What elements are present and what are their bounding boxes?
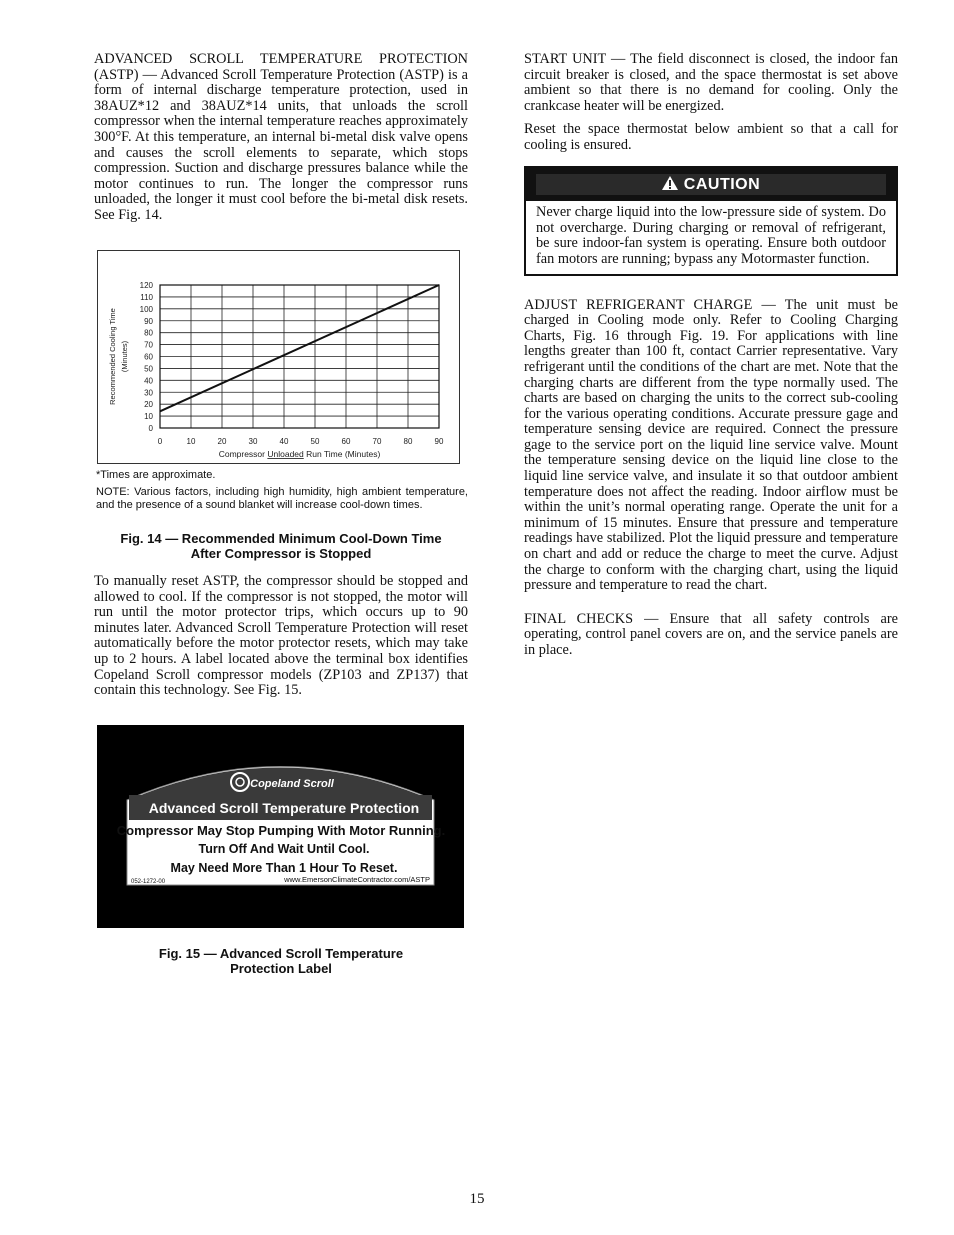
final-checks-paragraph: FINAL CHECKS — Ensure that all safety controls are operating, control panel covers are on, and the service panels are in place. bbox=[524, 610, 898, 658]
x-axis-label: Compressor Unloaded Run Time (Minutes) bbox=[218, 448, 381, 459]
page-number: 15 bbox=[469, 1191, 485, 1207]
x-tick-label: 50 bbox=[310, 436, 320, 446]
reset-thermostat-paragraph: Reset the space thermostat below ambient so that a call for cooling is ensured. bbox=[524, 121, 898, 153]
fig14-caption bbox=[94, 531, 468, 561]
caution-header bbox=[526, 168, 896, 202]
astp-label-graphic bbox=[97, 725, 464, 928]
x-tick-label: 30 bbox=[248, 436, 258, 446]
fig15-caption-line2: Protection Label bbox=[230, 960, 332, 976]
y-tick-label: 10 bbox=[144, 411, 153, 421]
y-tick-label: 50 bbox=[144, 363, 153, 373]
label-brand: Copeland Scroll bbox=[250, 777, 334, 790]
cooldown-chart bbox=[98, 251, 459, 463]
y-axis-label-line2: (Minutes) bbox=[120, 340, 129, 372]
label-line1: Compressor May Stop Pumping With Motor Running. bbox=[116, 822, 446, 838]
y-tick-label: 60 bbox=[144, 352, 153, 362]
fig15-caption bbox=[94, 946, 468, 976]
caution-title: CAUTION bbox=[683, 175, 761, 193]
start-unit-paragraph: START UNIT — The field disconnect is closed, the indoor fan circuit breaker is closed, and the space thermostat is set above ambient so that there is no demand for cooling. Only the crankcase heater will be energized. bbox=[524, 51, 898, 114]
fig14-caption-line2: After Compressor is Stopped bbox=[190, 546, 372, 562]
x-tick-label: 90 bbox=[434, 436, 444, 446]
y-tick-label: 120 bbox=[139, 280, 153, 290]
y-tick-label: 100 bbox=[139, 304, 153, 314]
y-tick-label: 70 bbox=[144, 340, 153, 350]
caution-text: Never charge liquid into the low-pressure side of system. Do not overcharge. During charging or removal of refrigerant, be sure indoor-fan system is operating. Ensure both outdoor fan motors are running; bypass any Motormaster function. bbox=[536, 204, 886, 267]
y-tick-label: 40 bbox=[144, 375, 153, 385]
label-line2: Turn Off And Wait Until Cool. bbox=[198, 841, 370, 856]
x-tick-label: 0 bbox=[157, 436, 163, 446]
y-tick-label: 90 bbox=[144, 316, 153, 326]
label-part-number: 052-1272-00 bbox=[131, 878, 166, 885]
x-tick-label: 40 bbox=[279, 436, 289, 446]
adjust-charge-paragraph: ADJUST REFRIGERANT CHARGE — The unit must be charged in Cooling mode only. Refer to Cooling Charging Charts, Fig. 16 through Fig. 19. For applications with line lengths greater than 100 ft, contact Carrier representative. Vary refrigerant until the conditions of the chart are met. Note that the charging charts are different from the type normally used. The charts are based on charging the units to the correct sub-cooling for the various operating conditions. Accurate pressure gage and temperature sensing device are required. Connect the pressure gage to the service port on the liquid line service valve. Mount the temperature sensing device on the liquid line close to the liquid line service valve, and insulate it so that outdoor ambient temperature does not affect the reading. Indoor airflow must be within the unit’s normal operating range. Operate the unit for a minimum of 15 minutes. Ensure that pressure and temperature readings have stabilized. Plot the liquid pressure and temperature on chart and add or reduce the charge to meet the curve. Adjust the charge to conform with the charging chart, using the liquid pressure and temperature to read the chart. bbox=[524, 296, 898, 594]
label-title: Advanced Scroll Temperature Protection bbox=[148, 799, 420, 816]
y-tick-label: 30 bbox=[144, 387, 153, 397]
x-tick-label: 10 bbox=[186, 436, 196, 446]
caution-bar bbox=[536, 174, 886, 196]
astp-paragraph: ADVANCED SCROLL TEMPERATURE PROTECTION (ASTP) — Advanced Scroll Temperature Protection (ASTP) is a form of internal discharge temperature protection, used in 38AUZ*12 and 38AUZ*14 units, that unloads the scroll compressor when the internal temperature reaches approximately 300°F. At this temperature, an internal bi-metal disk valve opens and causes the scroll elements to separate, which stops compression. Suction and discharge pressures balance while the motor continues to run. The longer the compressor runs unloaded, the longer it must cool before the bi-metal disk resets. See Fig. 14. bbox=[94, 51, 468, 223]
left-column bbox=[94, 52, 468, 976]
x-tick-label: 60 bbox=[341, 436, 351, 446]
x-tick-label: 70 bbox=[372, 436, 382, 446]
label-line3: May Need More Than 1 Hour To Reset. bbox=[170, 860, 398, 875]
x-tick-label: 20 bbox=[217, 436, 227, 446]
fig14-chart-frame bbox=[97, 250, 460, 464]
astp-label-image bbox=[97, 725, 464, 928]
fig14-caption-line1: Fig. 14 — Recommended Minimum Cool-Down Time bbox=[120, 531, 442, 547]
y-tick-label: 110 bbox=[140, 292, 153, 302]
warning-triangle-icon bbox=[662, 176, 678, 194]
y-axis-label-line1: Recommended Cooling Time bbox=[108, 307, 117, 405]
reset-paragraph: To manually reset ASTP, the compressor should be stopped and allowed to cool. If the compressor is not stopped, the motor will run until the motor protector trips, which occurs up to 90 minutes later. Advanced Scroll Temperature Protection will reset automatically before the motor protector resets, which may take up to 2 hours. A label located above the terminal box identifies Copeland Scroll compressor models (ZP103 and ZP137) that contain this technology. See Fig. 15. bbox=[94, 573, 468, 699]
fig15-caption-line1: Fig. 15 — Advanced Scroll Temperature bbox=[158, 945, 404, 961]
factors-note: NOTE: Various factors, including high humidity, high ambient temperature, and the presence of a sound blanket will increase cool-down times. bbox=[96, 486, 468, 511]
y-tick-label: 0 bbox=[148, 423, 153, 433]
caution-box bbox=[524, 166, 898, 276]
x-tick-label: 80 bbox=[403, 436, 413, 446]
y-tick-label: 80 bbox=[144, 328, 153, 338]
right-column bbox=[524, 52, 898, 667]
times-note: *Times are approximate. bbox=[96, 468, 216, 481]
y-tick-label: 20 bbox=[144, 399, 153, 409]
label-url: www.EmersonClimateContractor.com/ASTP bbox=[284, 874, 430, 884]
